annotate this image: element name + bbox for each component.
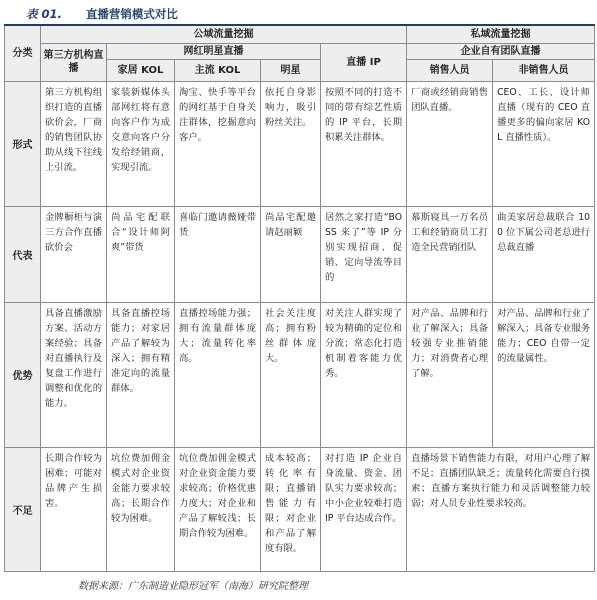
header-sales-staff: 销售人员 xyxy=(407,59,493,81)
header-celebrity: 明星 xyxy=(261,59,321,81)
header-row-1 xyxy=(5,25,595,43)
cell-adv-non-sales-staff: 对产品、品牌和行业了解深入；具备专业服务能力；CEO 自带一定的流量属性。 xyxy=(493,302,595,447)
cell-short-mainstream-kol: 坑位费加佣金模式对企业资金能力要求较高；价格优惠力度大；对企业和产品了解较浅；长期合作较为困难。 xyxy=(175,447,261,571)
header-live-ip: 直播 IP xyxy=(321,43,407,81)
header-third-party: 第三方机构直播 xyxy=(41,43,107,81)
cell-adv-third-party: 具备直播激励方案、活动方案经验；具备对直播执行及复盘工作进行调整和优化的能力。 xyxy=(41,302,107,447)
source-note: 数据来源：广东制造业隐形冠军（南海）研究院整理 xyxy=(78,581,308,592)
cell-rep-sales-staff: 慕斯寝具一万名员工和经销商员工打造全民营销团队 xyxy=(407,206,493,302)
table-row-representative xyxy=(5,206,595,302)
cell-rep-non-sales-staff: 曲美家居总裁联合 100 位下属公司老总进行总裁直播 xyxy=(493,206,595,302)
cell-form-live-ip: 按照不同的打造不同的带有综艺性质的 IP 平台，长期积累关注群体。 xyxy=(321,81,407,206)
row-label-representative: 代表 xyxy=(5,206,41,302)
cell-adv-live-ip: 对关注人群实现了较为精确的定位和分流；常态化打造机制着客能力优秀。 xyxy=(321,302,407,447)
row-label-form: 形式 xyxy=(5,81,41,206)
cell-rep-celebrity: 尚品宅配邀请赵丽颖 xyxy=(261,206,321,302)
cell-adv-home-kol: 具备直播控场能力；对家居产品了解较为深入；拥有精准定向的流量群体。 xyxy=(107,302,175,447)
cell-rep-home-kol: 尚品宅配联合“设计师阿爽”带货 xyxy=(107,206,175,302)
header-non-sales-staff: 非销售人员 xyxy=(493,59,595,81)
cell-form-home-kol: 家装新媒体头部网红将有意向客户作为成交意向客户分发给经销商，实现引流。 xyxy=(107,81,175,206)
cell-form-sales-staff: 厂商或经销商销售团队直播。 xyxy=(407,81,493,206)
cell-form-mainstream-kol: 淘宝、快手等平台的网红基于自身关注群体，挖掘意向客户。 xyxy=(175,81,261,206)
table-row-form xyxy=(5,81,595,206)
cell-short-live-ip: 对打造 IP 企业自身流量、资金、团队实力要求较高；中小企业较难打造 IP 平台达成合作。 xyxy=(321,447,407,571)
table-title xyxy=(26,4,178,24)
table-row-advantage xyxy=(5,302,595,447)
cell-form-non-sales-staff: CEO、工长、设计师直播（现有的 CEO 直播更多的偏向家居 KOL 直播性质）。 xyxy=(493,81,595,206)
table-row-shortcoming xyxy=(5,447,595,571)
cell-short-third-party: 长期合作较为困难；可能对品牌产生损害。 xyxy=(41,447,107,571)
header-category: 分类 xyxy=(5,25,41,81)
cell-rep-live-ip: 居然之家打造“BOSS 来了”等 IP 分别实现招商、促销、定向导流等目的 xyxy=(321,206,407,302)
cell-rep-mainstream-kol: 喜临门邀请薇娅带货 xyxy=(175,206,261,302)
cell-adv-celebrity: 社会关注度高；拥有粉丝群体庞大。 xyxy=(261,302,321,447)
cell-form-celebrity: 依托自身影响力，吸引粉丝关注。 xyxy=(261,81,321,206)
cell-short-celebrity: 成本较高；转化率有限；直播销售能力有限；对企业和产品了解度有限。 xyxy=(261,447,321,571)
cell-short-home-kol: 坑位费加佣金模式对企业资金能力要求较高；长期合作较为困难。 xyxy=(107,447,175,571)
cell-form-third-party: 第三方机构组织打造的直播砍价会，厂商的销售团队协助从线下往线上引流。 xyxy=(41,81,107,206)
header-enterprise-team: 企业自有团队直播 xyxy=(407,43,595,59)
cell-rep-third-party: 金牌橱柜与演三方合作直播砍价会 xyxy=(41,206,107,302)
header-public-domain: 公域流量挖掘 xyxy=(41,25,407,43)
cell-short-enterprise: 直播场景下销售能力有限，对用户心理了解不足；直播团队缺乏；流量转化需要自行摸索；直播方案执行能力和灵活调整能力较弱；对人员专业性要求较高。 xyxy=(407,447,595,571)
header-influencer: 网红明星直播 xyxy=(107,43,321,59)
table-caption: 直播营销模式对比 xyxy=(85,7,178,21)
comparison-table xyxy=(4,24,595,572)
cell-adv-sales-staff: 对产品、品牌和行业了解深入；具备较强专业推销能力；对消费者心理了解。 xyxy=(407,302,493,447)
row-label-shortcoming: 不足 xyxy=(5,447,41,571)
header-private-domain: 私域流量挖掘 xyxy=(407,25,595,43)
row-label-advantage: 优势 xyxy=(5,302,41,447)
cell-adv-mainstream-kol: 直播控场能力强；拥有流量群体庞大；流量转化率高。 xyxy=(175,302,261,447)
table-number: 表 01. xyxy=(26,7,62,21)
header-home-kol: 家居 KOL xyxy=(107,59,175,81)
header-row-2 xyxy=(5,43,595,59)
header-mainstream-kol: 主流 KOL xyxy=(175,59,261,81)
